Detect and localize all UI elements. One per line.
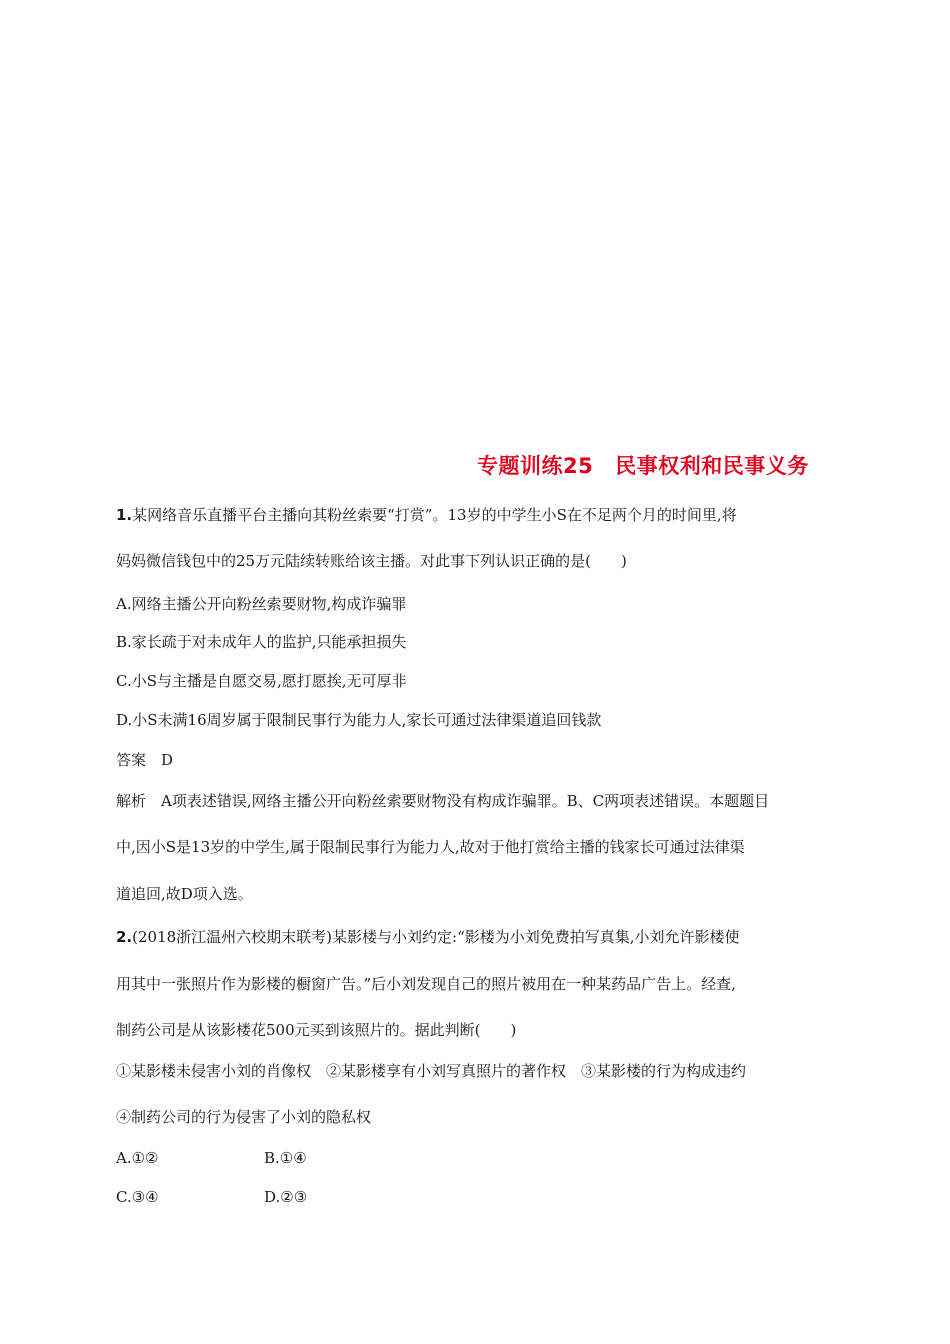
q1-analysis-line-1: 解析 A项表述错误,网络主播公开向粉丝索要财物没有构成诈骗罪。B、C两项表述错误。本题题目	[116, 792, 770, 810]
q2-option-d: D.②③	[264, 1188, 308, 1206]
q2-option-a: A.①②	[116, 1149, 159, 1167]
q1-stem-line-2: 妈妈微信钱包中的25万元陆续转账给该主播。对此事下列认识正确的是( )	[116, 552, 627, 570]
q1-number: 1.	[116, 506, 133, 524]
q2-statements-line-1: ①某影楼未侵害小刘的肖像权 ②某影楼享有小刘写真照片的著作权 ③某影楼的行为构成违约	[116, 1062, 747, 1080]
title-prefix: 专题训练25	[477, 454, 594, 478]
q1-answer: 答案 D	[116, 751, 174, 769]
q1-stem-line-1: 1.某网络音乐直播平台主播向其粉丝索要“打赏”。13岁的中学生小S在不足两个月的时间里,将	[116, 506, 737, 524]
q2-option-c: C.③④	[116, 1188, 159, 1206]
q2-option-b: B.①④	[264, 1149, 307, 1167]
q1-analysis-line-2: 中,因小S是13岁的中学生,属于限制民事行为能力人,故对于他打赏给主播的钱家长可通过法律渠	[116, 838, 745, 856]
page-title	[477, 450, 809, 480]
q2-stem-line-2: 用其中一张照片作为影楼的橱窗广告。”后小刘发现自己的照片被用在一种某药品广告上。经查,	[116, 975, 736, 993]
q1-option-c: C.小S与主播是自愿交易,愿打愿挨,无可厚非	[116, 672, 407, 690]
q2-stem-line-3: 制药公司是从该影楼花500元买到该照片的。据此判断( )	[116, 1021, 517, 1039]
q1-option-b: B.家长疏于对未成年人的监护,只能承担损失	[116, 633, 407, 651]
q2-stem-line-1: 2.(2018浙江温州六校期末联考)某影楼与小刘约定:“影楼为小刘免费拍写真集,小刘允许影楼使	[116, 928, 740, 946]
q2-statements-line-2: ④制药公司的行为侵害了小刘的隐私权	[116, 1108, 372, 1126]
q1-option-d: D.小S未满16周岁属于限制民事行为能力人,家长可通过法律渠道追回钱款	[116, 711, 602, 729]
q2-options-row-1	[116, 1148, 416, 1168]
q2-options-row-2	[116, 1187, 416, 1207]
q2-number: 2.	[116, 928, 133, 946]
q1-analysis-line-3: 道追回,故D项入选。	[116, 885, 253, 903]
q1-option-a: A.网络主播公开向粉丝索要财物,构成诈骗罪	[116, 595, 407, 613]
title-name: 民事权利和民事义务	[615, 454, 809, 478]
